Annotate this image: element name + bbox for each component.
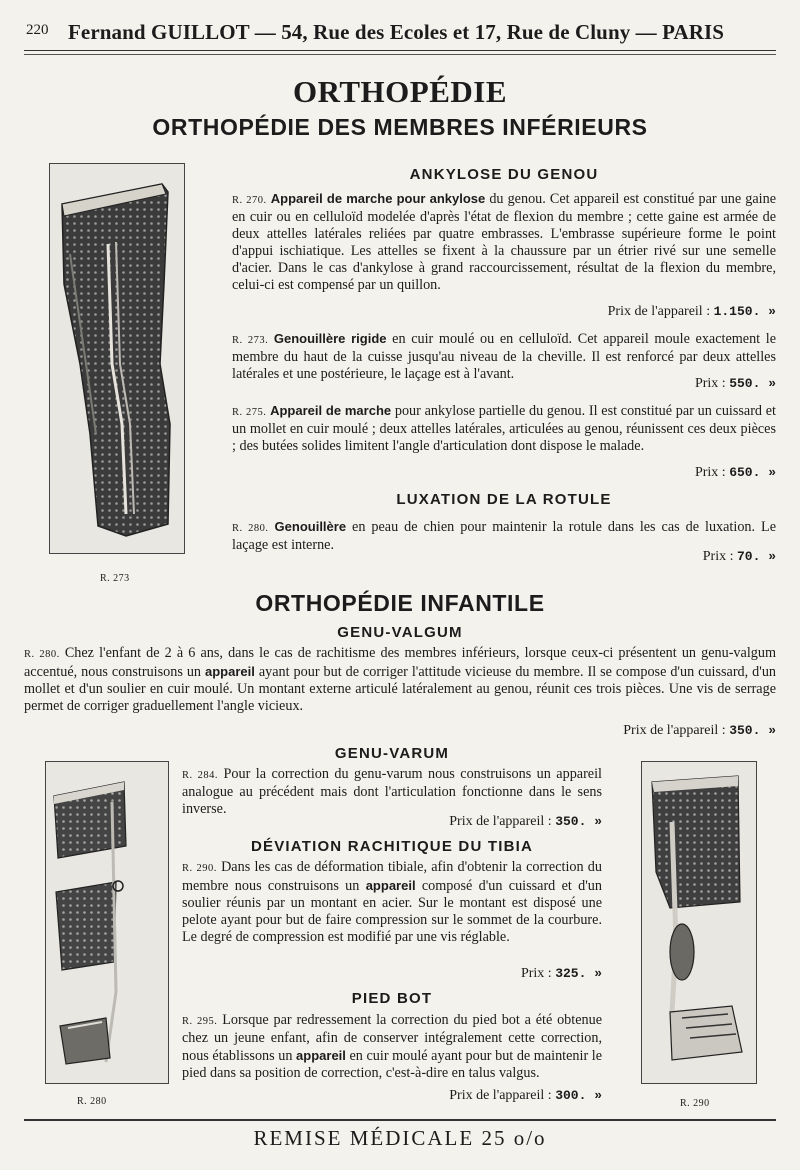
footer-rule bbox=[24, 1119, 776, 1121]
item-r280-luxation bbox=[232, 518, 776, 554]
price-r273 bbox=[695, 376, 776, 392]
item-bold-title: Appareil de marche pour ankylose bbox=[270, 191, 486, 206]
item-bold-word: appareil bbox=[205, 664, 255, 680]
item-text-2: ayant pour but de corriger l'attitude vicieuse du membre. Il se compose d'un cuissard, d'un mollet et d'un soulier en cuir moulé. Un montant externe articulé latéralement au genou, réunit ces trois pièces. Une vis de serrage permet de corriger graduellement l'angle vicieux. bbox=[24, 664, 777, 715]
price-label: Prix : bbox=[702, 549, 734, 564]
item-text: Lorsque par redressement la correction du pied bot a été obtenue chez un jeune enfant, afin de conserver intégralement cette correction, nous établissons un bbox=[182, 1012, 602, 1065]
price-label: Prix de l'appareil : bbox=[449, 814, 552, 829]
knee-brace-illustration bbox=[50, 164, 184, 553]
price-label: Prix : bbox=[694, 376, 726, 391]
price-label: Prix : bbox=[694, 465, 726, 480]
price-r270 bbox=[608, 304, 776, 320]
photo-knee-brace bbox=[49, 163, 185, 554]
ref-number: R. 284. bbox=[182, 770, 219, 781]
item-text: pour ankylose partielle du genou. Il est constitué par un cuissard et un mollet en cuir moulé ; deux attelles latérales, articulées au genou, réunissent ces deux pièces ; des butées solides limitent l'angle d'articulation dont dispose le malade. bbox=[232, 403, 776, 455]
item-deviation bbox=[182, 859, 602, 946]
price-value: 550. » bbox=[729, 376, 776, 391]
price-value: 1.150. » bbox=[713, 304, 776, 319]
item-bold-title: Genouillère bbox=[274, 519, 347, 534]
header-rule bbox=[24, 50, 776, 51]
item-bold-word: appareil bbox=[296, 1048, 346, 1064]
price-value: 350. » bbox=[729, 723, 776, 738]
price-genu-varum bbox=[449, 814, 602, 830]
item-text: Dans les cas de déformation tibiale, afin d'obtenir la correction du membre nous construisons un bbox=[182, 859, 602, 895]
item-r275 bbox=[232, 402, 776, 455]
heading-genu-varum: GENU-VARUM bbox=[334, 745, 450, 762]
item-genu-valgum bbox=[24, 645, 776, 715]
price-deviation bbox=[521, 966, 602, 982]
item-pied-bot bbox=[182, 1012, 602, 1082]
item-text-2: en cuir moulé ayant pour but de maintenir le pied dans sa position de correction, c'est-à-dire en talus valgus. bbox=[182, 1048, 603, 1082]
header-rule-thin bbox=[24, 54, 776, 55]
main-title: ORTHOPÉDIE bbox=[292, 74, 508, 109]
ref-number: R. 275. bbox=[232, 407, 267, 418]
ref-number: R. 290. bbox=[182, 863, 217, 874]
price-label: Prix de l'appareil : bbox=[449, 1088, 552, 1103]
price-label: Prix : bbox=[520, 966, 552, 981]
item-r270 bbox=[232, 190, 776, 295]
page-number: 220 bbox=[26, 22, 49, 38]
price-label: Prix de l'appareil : bbox=[623, 723, 726, 738]
photo-caption-r290: R. 290 bbox=[680, 1098, 710, 1109]
item-text-2: composé d'un cuissard et d'un soulier réunis par un montant en acier. Sur le montant est disposé une pelote ayant pour but de faire compression sur le sommet de la courbure. Le degré de compression est modifié par une vis réglable. bbox=[182, 878, 602, 946]
price-genu-valgum bbox=[623, 723, 776, 739]
price-value: 300. » bbox=[555, 1088, 602, 1103]
price-pied-bot bbox=[449, 1088, 602, 1104]
item-bold-word: appareil bbox=[365, 878, 416, 894]
item-text: en peau de chien pour maintenir la rotule dans les cas de luxation. Le laçage est interne. bbox=[232, 519, 776, 554]
item-bold-title: Genouillère rigide bbox=[273, 331, 387, 346]
price-value: 70. » bbox=[736, 549, 776, 564]
section-title: ORTHOPÉDIE DES MEMBRES INFÉRIEURS bbox=[152, 114, 648, 140]
item-text: Chez l'enfant de 2 à 6 ans, dans le cas de rachitisme des membres inférieurs, lorsque ceux-ci présentent un genu-valgum accentué, nous construisons un bbox=[24, 645, 776, 681]
photo-genu-valgum-brace bbox=[45, 761, 169, 1084]
heading-ankylose: ANKYLOSE DU GENOU bbox=[409, 166, 599, 183]
price-luxation bbox=[703, 549, 776, 565]
price-value: 325. » bbox=[555, 966, 602, 981]
item-text: Pour la correction du genu-varum nous construisons un appareil analogue au précédent mais dont l'articulation fonctionne dans le sens inverse. bbox=[182, 766, 602, 818]
photo-caption-r273: R. 273 bbox=[100, 573, 130, 584]
item-genu-varum bbox=[182, 766, 602, 818]
ref-number: R. 280. bbox=[232, 523, 269, 534]
item-text: en cuir moulé ou en celluloïd. Cet appareil moule exactement le membre du haut de la cuisse jusqu'au niveau de la cheville. Il est renforcé par deux attelles latérales et une postérieure, le laçage est à l'avant. bbox=[232, 331, 777, 383]
heading-genu-valgum: GENU-VALGUM bbox=[337, 624, 463, 641]
ref-number: R. 280. bbox=[24, 649, 60, 660]
photo-caption-r280: R. 280 bbox=[77, 1096, 107, 1107]
heading-pied-bot: PIED BOT bbox=[351, 990, 433, 1007]
heading-luxation: LUXATION DE LA ROTULE bbox=[396, 491, 612, 508]
genu-valgum-brace-illustration bbox=[46, 762, 168, 1083]
infantile-title: ORTHOPÉDIE INFANTILE bbox=[255, 590, 545, 616]
heading-deviation: DÉVIATION RACHITIQUE DU TIBIA bbox=[250, 838, 534, 855]
header-title: Fernand GUILLOT — 54, Rue des Ecoles et 17, Rue de Cluny — PARIS bbox=[68, 20, 725, 44]
footer-discount: REMISE MÉDICALE 25 o/o bbox=[253, 1126, 547, 1150]
ref-number: R. 295. bbox=[182, 1016, 218, 1027]
price-label: Prix de l'appareil : bbox=[607, 304, 711, 319]
tibia-brace-illustration bbox=[642, 762, 756, 1083]
item-bold-title: Appareil de marche bbox=[270, 403, 392, 418]
photo-tibia-brace bbox=[641, 761, 757, 1084]
price-value: 350. » bbox=[555, 814, 602, 829]
price-value: 650. » bbox=[729, 465, 776, 480]
item-text: du genou. Cet appareil est constitué par une gaine en cuir ou en celluloïd modelée d'après l'état de flexion du membre ; cette gaine est armée de deux attelles latérales reliées par quatre embrasses. L'embrasse supérieure forme le point d'appui ischiatique. Les attelles se fixent à la chaussure par un étrier rivé sur une semelle d'acier. Dans le cas d'ankylose à grand raccourcissement, résultat de la flexion du membre, celui-ci est compensé par un quillon. bbox=[232, 191, 776, 294]
price-r275 bbox=[695, 465, 776, 481]
ref-number: R. 270. bbox=[232, 195, 267, 206]
ref-number: R. 273. bbox=[232, 335, 269, 346]
